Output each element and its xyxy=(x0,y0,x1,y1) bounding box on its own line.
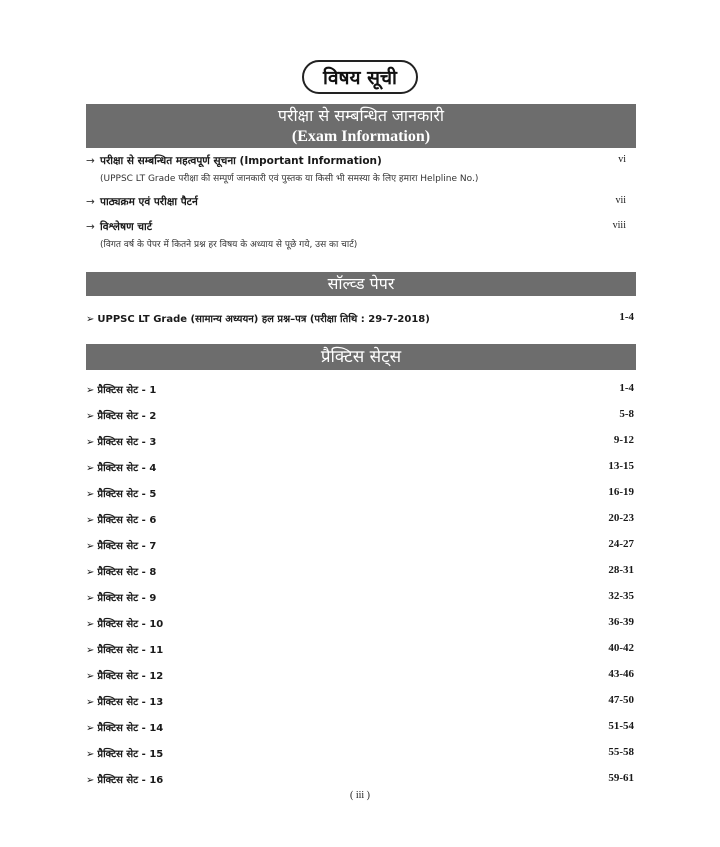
section-title-english: (Exam Information) xyxy=(291,128,431,145)
toc-row-practice-set[interactable] xyxy=(86,616,636,630)
toc-row-practice-set[interactable] xyxy=(86,772,636,786)
toc-row-practice-set[interactable] xyxy=(86,486,636,500)
row-label: प्रैक्टिस सेट - 3 xyxy=(97,437,157,448)
bullet-icon: ➢ xyxy=(86,489,95,500)
row-page: 36-39 xyxy=(608,616,634,628)
bullet-icon: ➢ xyxy=(86,593,95,604)
row-label: प्रैक्टिस सेट - 1 xyxy=(97,385,157,396)
toc-row-practice-set[interactable] xyxy=(86,720,636,734)
entry-label: विश्लेषण चार्ट xyxy=(100,221,152,233)
toc-row-practice-set[interactable] xyxy=(86,564,636,578)
section-banner-solved-paper: सॉल्व्ड पेपर xyxy=(86,272,636,296)
section-banner-practice-sets: प्रैक्टिस सेट्स xyxy=(86,344,636,370)
bullet-icon: ➢ xyxy=(86,515,95,526)
bullet-icon: ➢ xyxy=(86,749,95,760)
bullet-icon: ➢ xyxy=(86,697,95,708)
row-label: प्रैक्टिस सेट - 6 xyxy=(97,515,157,526)
entry-page: viii xyxy=(612,220,626,231)
bullet-icon: ➢ xyxy=(86,437,95,448)
arrow-icon: → xyxy=(86,196,95,208)
row-label: प्रैक्टिस सेट - 16 xyxy=(97,775,164,786)
entry-label: परीक्षा से सम्बन्धित महत्वपूर्ण सूचना (Important Information) xyxy=(100,155,382,167)
row-page: 43-46 xyxy=(608,668,634,680)
toc-row-practice-set[interactable] xyxy=(86,460,636,474)
row-label: प्रैक्टिस सेट - 7 xyxy=(97,541,157,552)
row-label: प्रैक्टिस सेट - 2 xyxy=(97,411,157,422)
row-page: 24-27 xyxy=(608,538,634,550)
row-page: 28-31 xyxy=(608,564,634,576)
row-page: 1-4 xyxy=(619,382,634,394)
toc-row-practice-set[interactable] xyxy=(86,408,636,422)
entry-page: 1-4 xyxy=(619,311,634,323)
row-page: 16-19 xyxy=(608,486,634,498)
toc-row-practice-set[interactable] xyxy=(86,590,636,604)
bullet-icon: ➢ xyxy=(86,463,95,474)
row-label: प्रैक्टिस सेट - 12 xyxy=(97,671,164,682)
section-banner-exam-info xyxy=(86,104,636,148)
bullet-icon: ➢ xyxy=(86,541,95,552)
toc-row-practice-set[interactable] xyxy=(86,746,636,760)
bullet-icon: ➢ xyxy=(86,385,95,396)
row-label: प्रैक्टिस सेट - 8 xyxy=(97,567,157,578)
section-title-hindi: परीक्षा से सम्बन्धित जानकारी xyxy=(277,106,445,125)
row-label: प्रैक्टिस सेट - 15 xyxy=(97,749,164,760)
entry-description: (UPPSC LT Grade परीक्षा की सम्पूर्ण जानकारी एवं पुस्तक या किसी भी समस्या के लिए हमारा Helpline No.) xyxy=(100,174,479,184)
row-page: 47-50 xyxy=(608,694,634,706)
toc-row-practice-set[interactable] xyxy=(86,382,636,396)
row-label: प्रैक्टिस सेट - 13 xyxy=(97,697,164,708)
entry-label: UPPSC LT Grade (सामान्य अध्ययन) हल प्रश्न–पत्र (परीक्षा तिथि : 29-7-2018) xyxy=(97,314,430,325)
toc-entry-analysis-chart[interactable] xyxy=(86,220,636,250)
toc-row-practice-set[interactable] xyxy=(86,538,636,552)
row-page: 5-8 xyxy=(619,408,634,420)
toc-entry-syllabus[interactable] xyxy=(86,195,636,209)
bullet-icon: ➢ xyxy=(86,314,95,325)
page-number: ( iii ) xyxy=(350,790,370,801)
toc-entry-solved-paper[interactable] xyxy=(86,311,636,325)
row-page: 51-54 xyxy=(608,720,634,732)
row-label: प्रैक्टिस सेट - 9 xyxy=(97,593,157,604)
row-label: प्रैक्टिस सेट - 5 xyxy=(97,489,157,500)
row-label: प्रैक्टिस सेट - 4 xyxy=(97,463,157,474)
row-page: 59-61 xyxy=(608,772,634,784)
bullet-icon: ➢ xyxy=(86,775,95,786)
row-page: 13-15 xyxy=(608,460,634,472)
toc-row-practice-set[interactable] xyxy=(86,512,636,526)
row-label: प्रैक्टिस सेट - 11 xyxy=(97,645,164,656)
row-page: 9-12 xyxy=(613,434,634,446)
toc-row-practice-set[interactable] xyxy=(86,694,636,708)
entry-page: vi xyxy=(618,154,626,165)
toc-entry-important-info[interactable] xyxy=(86,154,636,184)
row-page: 40-42 xyxy=(608,642,634,654)
row-label: प्रैक्टिस सेट - 14 xyxy=(97,723,164,734)
toc-row-practice-set[interactable] xyxy=(86,434,636,448)
bullet-icon: ➢ xyxy=(86,619,95,630)
arrow-icon: → xyxy=(86,155,95,167)
toc-row-practice-set[interactable] xyxy=(86,668,636,682)
row-page: 32-35 xyxy=(608,590,634,602)
row-page: 55-58 xyxy=(608,746,634,758)
bullet-icon: ➢ xyxy=(86,567,95,578)
bullet-icon: ➢ xyxy=(86,411,95,422)
bullet-icon: ➢ xyxy=(86,723,95,734)
entry-label: पाठ्यक्रम एवं परीक्षा पैटर्न xyxy=(100,196,198,208)
bullet-icon: ➢ xyxy=(86,645,95,656)
row-page: 20-23 xyxy=(608,512,634,524)
row-label: प्रैक्टिस सेट - 10 xyxy=(97,619,164,630)
entry-description: (विगत वर्ष के पेपर में कितने प्रश्न हर विषय के अध्याय से पूछे गये, उस का चार्ट) xyxy=(100,240,358,250)
toc-row-practice-set[interactable] xyxy=(86,642,636,656)
page-title: विषय सूची xyxy=(302,60,418,94)
entry-page: vii xyxy=(615,195,626,206)
bullet-icon: ➢ xyxy=(86,671,95,682)
arrow-icon: → xyxy=(86,221,95,233)
